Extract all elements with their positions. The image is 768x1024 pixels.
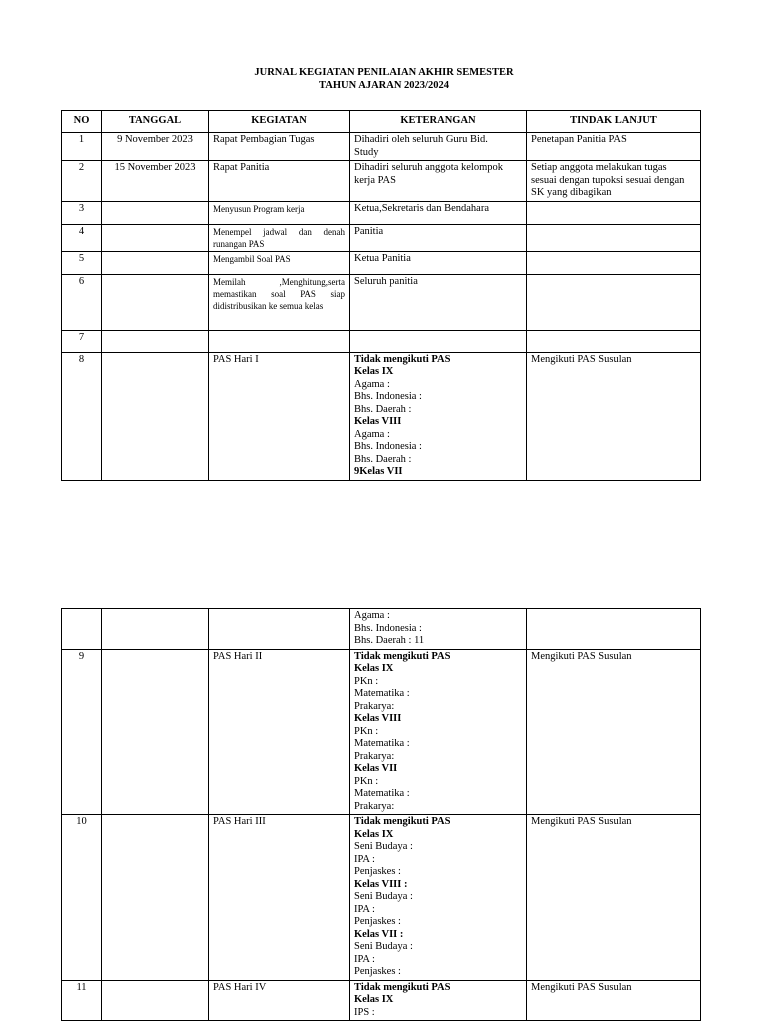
keterangan-line: Bhs. Daerah :: [354, 403, 412, 415]
cell-kegiatan: PAS Hari I: [209, 352, 350, 480]
header-no: NO: [62, 111, 102, 133]
table-row: [62, 609, 701, 650]
keterangan-class: Kelas IX: [354, 366, 394, 377]
cell-kegiatan: Menempel jadwal dan denah runangan PAS: [209, 224, 350, 251]
table-row: [62, 980, 701, 1021]
cell-keterangan: [350, 352, 527, 480]
keterangan-heading: Tidak mengikuti PAS: [354, 650, 451, 662]
cell-tindak-lanjut: [527, 330, 701, 352]
header-kegiatan: KEGIATAN: [209, 111, 350, 133]
cell-no: 6: [62, 274, 102, 330]
cell-kegiatan: Rapat Pembagian Tugas: [209, 133, 350, 161]
keterangan-line: Dihadiri oleh seluruh Guru Bid.: [354, 134, 488, 145]
title-line-1: JURNAL KEGIATAN PENILAIAN AKHIR SEMESTER: [254, 67, 514, 78]
keterangan-class: Kelas VIII :: [354, 878, 408, 890]
cell-kegiatan: PAS Hari II: [209, 649, 350, 815]
table-row: [62, 161, 701, 202]
keterangan-line: Bhs. Indonesia :: [354, 391, 422, 402]
cell-tindak-lanjut: [527, 609, 701, 650]
cell-kegiatan: Mengambil Soal PAS: [209, 251, 350, 274]
keterangan-class: Kelas IX: [354, 828, 394, 840]
cell-keterangan: Panitia: [350, 224, 527, 251]
cell-tanggal: [102, 274, 209, 330]
keterangan-line: Dihadiri seluruh anggota kelompok: [354, 162, 504, 173]
table-row: [62, 330, 701, 352]
keterangan-line: Agama :: [354, 610, 390, 621]
keterangan-line: Seni Budaya :: [354, 841, 413, 852]
cell-kegiatan: [209, 609, 350, 650]
cell-tanggal: [102, 352, 209, 480]
cell-tindak-lanjut: [527, 274, 701, 330]
keterangan-line: Prakarya:: [354, 800, 395, 812]
keterangan-heading: Tidak mengikuti PAS: [354, 816, 451, 827]
keterangan-class: Kelas IX: [354, 994, 394, 1005]
cell-keterangan: [350, 330, 527, 352]
cell-tindak-lanjut: Penetapan Panitia PAS: [527, 133, 701, 161]
cell-kegiatan: Rapat Panitia: [209, 161, 350, 202]
table-row: [62, 649, 701, 815]
table-row: [62, 201, 701, 224]
keterangan-class: Kelas VII :: [354, 928, 404, 940]
table-header-row: [62, 111, 701, 133]
keterangan-line: Bhs. Daerah : 11: [354, 635, 425, 646]
document-title: [0, 66, 768, 92]
cell-tanggal: [102, 330, 209, 352]
cell-no: [62, 609, 102, 650]
table-row: [62, 274, 701, 330]
cell-keterangan: Ketua Panitia: [350, 251, 527, 274]
cell-no: 2: [62, 161, 102, 202]
cell-keterangan: Ketua,Sekretaris dan Bendahara: [350, 201, 527, 224]
tindak-line: sesuai dengan tupoksi sesuai dengan: [531, 174, 685, 186]
cell-no: 3: [62, 201, 102, 224]
keterangan-line: Bhs. Indonesia :: [354, 441, 422, 452]
keterangan-line: PKn :: [354, 675, 379, 687]
cell-keterangan: [350, 161, 527, 202]
keterangan-line: Matematika :: [354, 688, 410, 699]
cell-keterangan: [350, 649, 527, 815]
header-keterangan: KETERANGAN: [350, 111, 527, 133]
table-row: [62, 352, 701, 480]
title-line-2: TAHUN AJARAN 2023/2024: [319, 80, 449, 91]
cell-tanggal: [102, 815, 209, 981]
cell-no: 10: [62, 815, 102, 981]
keterangan-line: PKn :: [354, 775, 379, 787]
cell-no: 9: [62, 649, 102, 815]
tindak-line: Setiap anggota melakukan tugas: [531, 162, 667, 173]
keterangan-line: Seni Budaya :: [354, 891, 413, 902]
keterangan-class: Kelas IX: [354, 663, 394, 674]
cell-no: 5: [62, 251, 102, 274]
keterangan-line: Prakarya:: [354, 750, 395, 762]
cell-kegiatan: Menyusun Program kerja: [209, 201, 350, 224]
cell-tanggal: [102, 201, 209, 224]
keterangan-line: kerja PAS: [354, 174, 396, 186]
tindak-line: SK yang dibagikan: [531, 187, 612, 198]
keterangan-class: 9Kelas VII: [354, 466, 403, 477]
cell-keterangan: Seluruh panitia: [350, 274, 527, 330]
cell-tindak-lanjut: Mengikuti PAS Susulan: [527, 649, 701, 815]
keterangan-line: Matematika :: [354, 788, 410, 799]
cell-kegiatan: PAS Hari III: [209, 815, 350, 981]
keterangan-heading: Tidak mengikuti PAS: [354, 981, 451, 993]
keterangan-line: PKn :: [354, 725, 379, 737]
cell-no: 1: [62, 133, 102, 161]
cell-keterangan: [350, 815, 527, 981]
keterangan-line: Penjaskes :: [354, 916, 401, 927]
keterangan-line: Penjaskes :: [354, 866, 401, 877]
keterangan-line: Penjaskes :: [354, 966, 401, 977]
cell-kegiatan: [209, 330, 350, 352]
keterangan-line: Matematika :: [354, 738, 410, 749]
cell-no: 4: [62, 224, 102, 251]
keterangan-line: IPA :: [354, 903, 375, 915]
keterangan-class: Kelas VIII: [354, 416, 402, 427]
keterangan-line: Study: [354, 146, 379, 158]
cell-tindak-lanjut: Mengikuti PAS Susulan: [527, 815, 701, 981]
cell-tanggal: [102, 649, 209, 815]
cell-keterangan: [350, 133, 527, 161]
keterangan-line: IPA :: [354, 953, 375, 965]
header-tindak-lanjut: TINDAK LANJUT: [527, 111, 701, 133]
table-row: [62, 224, 701, 251]
table-row: [62, 133, 701, 161]
keterangan-heading: Tidak mengikuti PAS: [354, 353, 451, 365]
cell-keterangan: [350, 980, 527, 1021]
table-row: [62, 251, 701, 274]
keterangan-line: Prakarya:: [354, 700, 395, 712]
cell-tindak-lanjut: Mengikuti PAS Susulan: [527, 352, 701, 480]
keterangan-line: Agama :: [354, 378, 390, 390]
journal-table: [61, 110, 701, 481]
cell-tindak-lanjut: [527, 224, 701, 251]
cell-tanggal: 15 November 2023: [102, 161, 209, 202]
cell-keterangan: [350, 609, 527, 650]
keterangan-line: IPA :: [354, 853, 375, 865]
cell-no: 11: [62, 980, 102, 1021]
cell-tindak-lanjut: [527, 161, 701, 202]
cell-tindak-lanjut: [527, 201, 701, 224]
cell-no: 8: [62, 352, 102, 480]
cell-kegiatan: Memilah ,Menghitung,serta memastikan soal PAS siap didistribusikan ke semua kelas: [209, 274, 350, 330]
journal-table-continued: [61, 608, 701, 1021]
keterangan-class: Kelas VII: [354, 763, 398, 774]
cell-tanggal: 9 November 2023: [102, 133, 209, 161]
cell-kegiatan: PAS Hari IV: [209, 980, 350, 1021]
cell-tanggal: [102, 251, 209, 274]
cell-tanggal: [102, 609, 209, 650]
keterangan-line: Agama :: [354, 428, 390, 440]
keterangan-line: Bhs. Indonesia :: [354, 622, 422, 634]
keterangan-line: Bhs. Daerah :: [354, 453, 412, 465]
cell-tanggal: [102, 224, 209, 251]
cell-tanggal: [102, 980, 209, 1021]
cell-tindak-lanjut: Mengikuti PAS Susulan: [527, 980, 701, 1021]
keterangan-class: Kelas VIII: [354, 713, 402, 724]
header-tanggal: TANGGAL: [102, 111, 209, 133]
cell-tindak-lanjut: [527, 251, 701, 274]
keterangan-line: Seni Budaya :: [354, 941, 413, 952]
keterangan-line: IPS :: [354, 1006, 375, 1018]
cell-no: 7: [62, 330, 102, 352]
table-row: [62, 815, 701, 981]
